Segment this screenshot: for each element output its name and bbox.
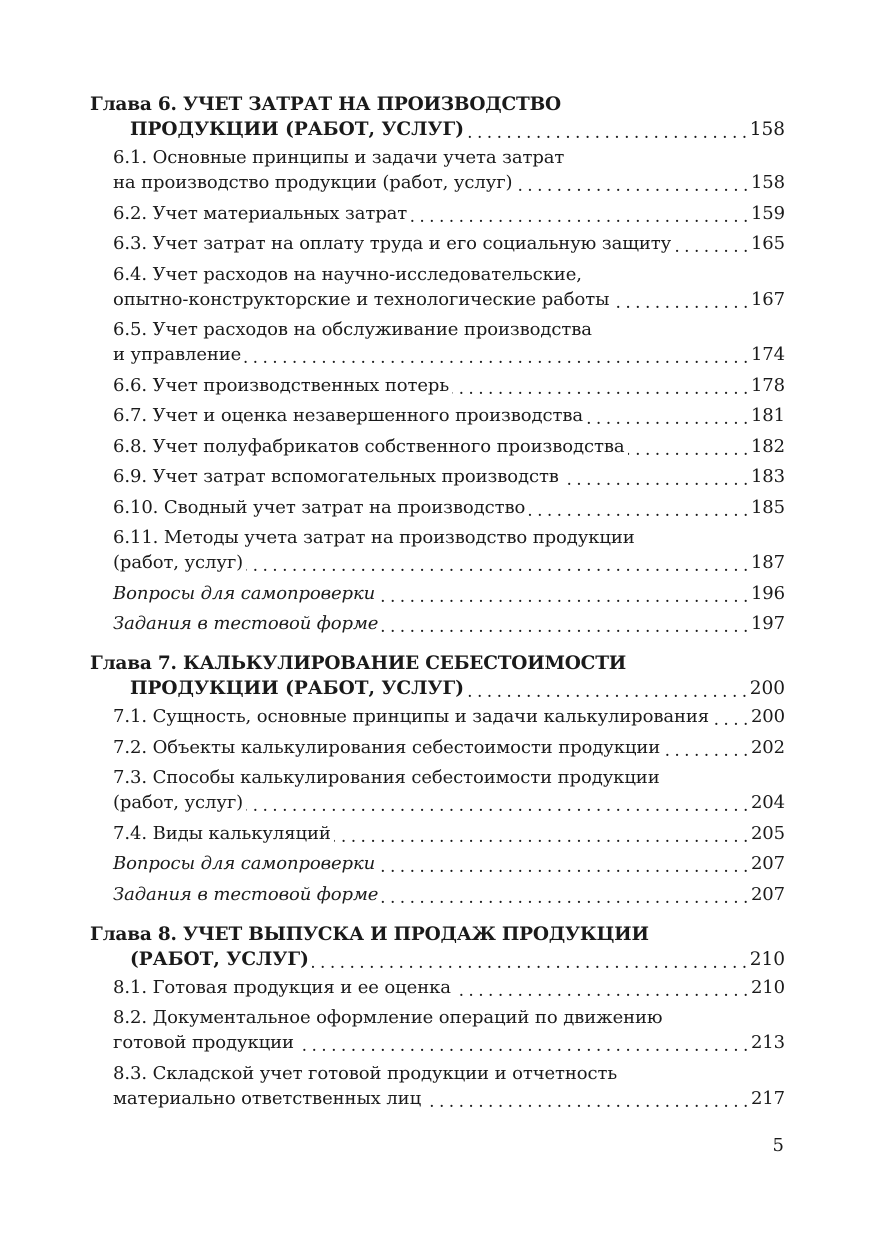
entry-title: и управление <box>113 344 242 365</box>
chapter-title-line2 <box>90 676 785 701</box>
entry-line <box>113 851 785 876</box>
entry-line <box>113 704 785 729</box>
entry-page-number: 213 <box>750 1032 785 1053</box>
entry-title-line1: 8.2. Документальное оформление операций по движению <box>113 1007 663 1028</box>
entry-page-number: 167 <box>750 288 785 310</box>
toc-entry[interactable] <box>90 231 785 256</box>
chapter-page-number: 210 <box>749 948 785 970</box>
entry-page-number: 205 <box>750 822 785 844</box>
dot-leader <box>410 208 748 226</box>
dot-leader <box>628 441 748 459</box>
entry-title: 7.4. Виды калькуляций <box>113 822 331 844</box>
entry-title: 6.9. Учет затрат вспомогательных производств <box>113 466 559 487</box>
toc-entry[interactable] <box>90 882 785 907</box>
toc-entry[interactable] <box>90 464 785 489</box>
entry-page-number: 165 <box>750 233 785 254</box>
entry-title: 6.7. Учет и оценка незавершенного производства <box>113 405 584 426</box>
entry-title: готовой продукции <box>113 1032 294 1053</box>
entry-title-line1: 6.1. Основные принципы и задачи учета затрат <box>113 147 565 168</box>
entry-page-number: 210 <box>750 976 785 998</box>
toc-entry[interactable] <box>90 495 785 520</box>
entry-line <box>113 581 785 606</box>
entry-page-number: 200 <box>750 706 785 727</box>
entry-line <box>113 611 785 636</box>
dot-leader <box>562 471 748 489</box>
entry-page-number: 207 <box>750 853 785 874</box>
toc-entry[interactable] <box>90 1061 785 1111</box>
entry-line <box>113 495 785 520</box>
dot-leader <box>246 557 748 575</box>
toc-entry[interactable] <box>90 975 785 1000</box>
chapter-title-text: ПРОДУКЦИИ (РАБОТ, УСЛУГ) <box>130 678 465 699</box>
entry-page-number: 187 <box>750 552 785 573</box>
entry-page-number: 181 <box>750 405 785 426</box>
entry-title: 7.1. Сущность, основные принципы и задачи калькулирования <box>113 706 710 727</box>
chapter-title-line2 <box>90 117 785 142</box>
toc-entry[interactable] <box>90 851 785 876</box>
entry-title-line1: 6.11. Методы учета затрат на производство продукции <box>113 527 635 548</box>
chapter-title-line1: Глава 6. УЧЕТ ЗАТРАТ НА ПРОИЗВОДСТВО <box>90 94 561 115</box>
entry-title: 6.6. Учет производственных потерь <box>113 374 450 396</box>
toc-entry[interactable] <box>90 581 785 606</box>
entry-line <box>113 464 785 489</box>
chapter-heading[interactable] <box>90 92 785 142</box>
entry-page-number: 158 <box>750 172 785 193</box>
toc-entry[interactable] <box>90 434 785 459</box>
dot-leader <box>712 711 748 729</box>
entry-line <box>113 342 785 367</box>
toc-chapter <box>90 922 785 1111</box>
dot-leader <box>515 177 747 195</box>
entry-title: материально ответственных лиц <box>113 1087 422 1109</box>
chapter-title-text: (РАБОТ, УСЛУГ) <box>130 948 309 970</box>
entry-page-number: 182 <box>750 435 785 457</box>
entry-line <box>113 1030 785 1055</box>
dot-leader <box>297 1037 748 1055</box>
entry-title: 6.2. Учет материальных затрат <box>113 202 408 224</box>
entry-line <box>113 1086 785 1111</box>
entry-title: 7.2. Объекты калькулирования себестоимости продукции <box>113 736 661 758</box>
toc-entry[interactable] <box>90 704 785 729</box>
dot-leader <box>663 742 748 760</box>
toc-entry[interactable] <box>90 1005 785 1055</box>
entry-title: 6.3. Учет затрат на оплату труда и его социальную защиту <box>113 233 672 254</box>
chapter-page-number: 200 <box>749 678 785 699</box>
entry-page-number: 197 <box>750 613 785 634</box>
dot-leader <box>467 683 747 702</box>
dot-leader <box>334 828 748 846</box>
chapter-heading[interactable] <box>90 922 785 972</box>
dot-leader <box>378 858 748 876</box>
dot-leader <box>381 889 748 907</box>
chapter-title-line2 <box>90 947 785 972</box>
entry-page-number: 196 <box>750 582 785 604</box>
dot-leader <box>467 124 747 143</box>
entry-line <box>113 790 785 815</box>
dot-leader <box>381 618 748 636</box>
entry-line <box>113 403 785 428</box>
entry-title-line1: 6.5. Учет расходов на обслуживание производства <box>113 319 592 340</box>
toc-entry[interactable] <box>90 821 785 846</box>
toc-entry[interactable] <box>90 373 785 398</box>
chapter-heading[interactable] <box>90 651 785 701</box>
entry-page-number: 174 <box>750 344 785 365</box>
toc-entry[interactable] <box>90 525 785 575</box>
entry-line <box>113 821 785 846</box>
toc-entry[interactable] <box>90 262 785 312</box>
entry-title: опытно-конструкторские и технологические работы <box>113 288 610 310</box>
entry-line <box>113 735 785 760</box>
dot-leader <box>528 502 748 520</box>
entry-line <box>113 231 785 256</box>
entry-title: Вопросы для самопроверки <box>113 853 376 874</box>
dot-leader <box>424 1093 748 1111</box>
entry-line <box>113 201 785 226</box>
entry-title: (работ, услуг) <box>113 552 244 573</box>
dot-leader <box>378 588 748 606</box>
entry-title: на производство продукции (работ, услуг) <box>113 172 513 193</box>
toc-chapter <box>90 651 785 907</box>
entry-page-number: 178 <box>750 374 785 396</box>
table-of-contents <box>90 92 785 1126</box>
entry-title: Вопросы для самопроверки <box>113 582 376 604</box>
toc-entry[interactable] <box>90 611 785 636</box>
entry-page-number: 202 <box>750 736 785 758</box>
entry-line <box>113 882 785 907</box>
entry-title: Задания в тестовой форме <box>113 613 379 634</box>
entry-page-number: 217 <box>750 1087 785 1109</box>
entry-page-number: 183 <box>750 466 785 487</box>
entry-line <box>113 373 785 398</box>
dot-leader <box>586 410 748 428</box>
entry-line <box>113 287 785 312</box>
dot-leader <box>612 294 748 312</box>
entry-line <box>113 170 785 195</box>
entry-page-number: 159 <box>750 202 785 224</box>
entry-title-line1: 7.3. Способы калькулирования себестоимости продукции <box>113 767 660 788</box>
dot-leader <box>246 797 748 815</box>
entry-line <box>113 550 785 575</box>
toc-entry[interactable] <box>90 317 785 367</box>
dot-leader <box>452 380 748 398</box>
page-number: 5 <box>772 1135 784 1156</box>
entry-page-number: 207 <box>750 883 785 905</box>
entry-title: 8.1. Готовая продукция и ее оценка <box>113 976 451 998</box>
chapter-title-line1: Глава 8. УЧЕТ ВЫПУСКА И ПРОДАЖ ПРОДУКЦИИ <box>90 923 649 945</box>
entry-line <box>113 434 785 459</box>
toc-entry[interactable] <box>90 403 785 428</box>
entry-title: 6.10. Сводный учет затрат на производство <box>113 496 526 518</box>
chapter-title-line1: Глава 7. КАЛЬКУЛИРОВАНИЕ СЕБЕСТОИМОСТИ <box>90 653 627 674</box>
entry-title-line1: 8.3. Складской учет готовой продукции и отчетность <box>113 1062 618 1084</box>
dot-leader <box>454 982 748 1000</box>
toc-entry[interactable] <box>90 201 785 226</box>
entry-title: 6.8. Учет полуфабрикатов собственного производства <box>113 435 625 457</box>
entry-title-line1: 6.4. Учет расходов на научно-исследовательские, <box>113 263 582 285</box>
entry-page-number: 204 <box>750 792 785 813</box>
entry-line <box>113 975 785 1000</box>
dot-leader <box>244 349 748 367</box>
entry-title: Задания в тестовой форме <box>113 883 379 905</box>
dot-leader <box>674 238 748 256</box>
toc-entry[interactable] <box>90 765 785 815</box>
chapter-title-text: ПРОДУКЦИИ (РАБОТ, УСЛУГ) <box>130 119 465 140</box>
entry-page-number: 185 <box>750 496 785 518</box>
entry-title: (работ, услуг) <box>113 792 244 813</box>
chapter-page-number: 158 <box>749 119 785 140</box>
toc-entry[interactable] <box>90 735 785 760</box>
dot-leader <box>312 953 747 972</box>
toc-entry[interactable] <box>90 145 785 195</box>
toc-chapter <box>90 92 785 636</box>
